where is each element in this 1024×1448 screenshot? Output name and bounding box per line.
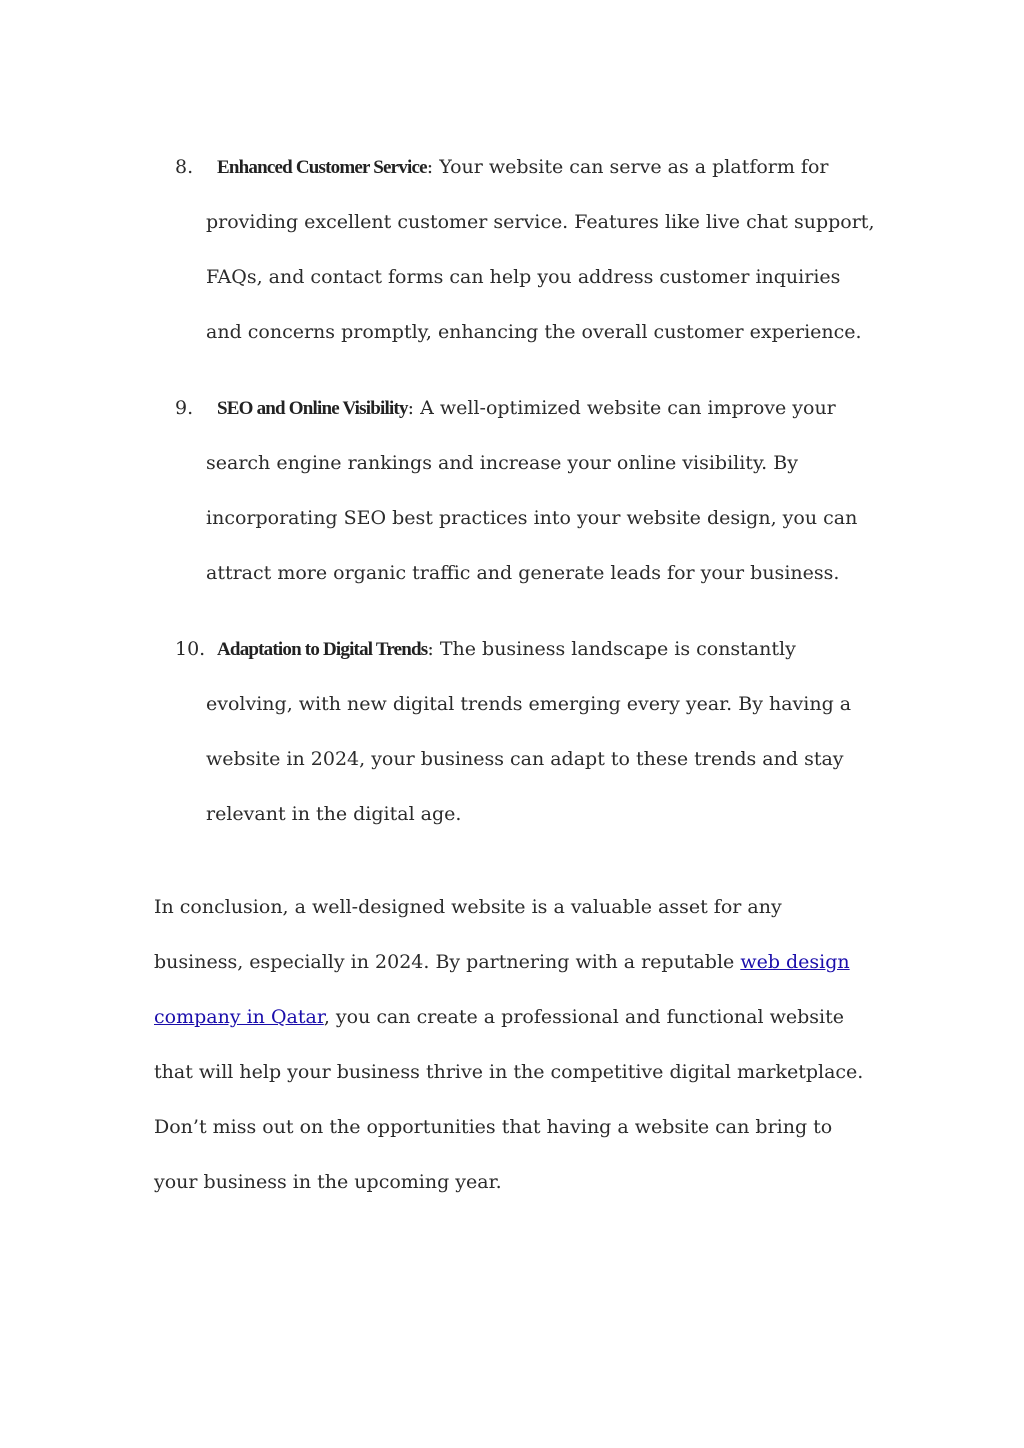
list-item-text: : Your website can serve as a platform for providing excellent customer service. Features like live chat support, FAQs, and contact forms can help you address customer inquiries and concerns promptly, enhancing the overall customer experience. [206,156,875,343]
list-item-body [206,381,875,601]
list-item-number: 8. [175,156,194,178]
list-item [175,622,875,842]
conclusion-text-end: , you can create a professional and functional website that will help your business thrive in the competitive digital marketplace. Don’t miss out on the opportunities that having a website can bring to your business in the upcoming year. [154,1006,864,1193]
conclusion-paragraph [154,880,874,1210]
conclusion-text-start: In conclusion, a well-designed website is a valuable asset for any business, especially in 2024. By partnering with a reputable [154,896,782,973]
list-item [175,140,875,360]
list-item-body [206,622,875,842]
list-item-text: : The business landscape is constantly evolving, with new digital trends emerging every year. By having a website in 2024, your business can adapt to these trends and stay relevant in the digital age. [206,638,852,825]
list-item-title: Adaptation to Digital Trends [217,639,428,660]
list-item-body [206,140,875,360]
benefits-list [175,140,875,863]
list-item-title: Enhanced Customer Service [217,157,427,178]
list-item-text: : A well-optimized website can improve your search engine rankings and increase your online visibility. By incorporating SEO best practices into your website design, you can attract more organic traffic and generate leads for your business. [206,397,858,584]
web-design-company-link[interactable]: web design company in Qatar [154,951,850,1028]
list-item-title: SEO and Online Visibility [217,398,408,419]
list-item [175,381,875,601]
list-item-number: 9. [175,397,194,419]
list-item-number: 10. [175,638,206,660]
